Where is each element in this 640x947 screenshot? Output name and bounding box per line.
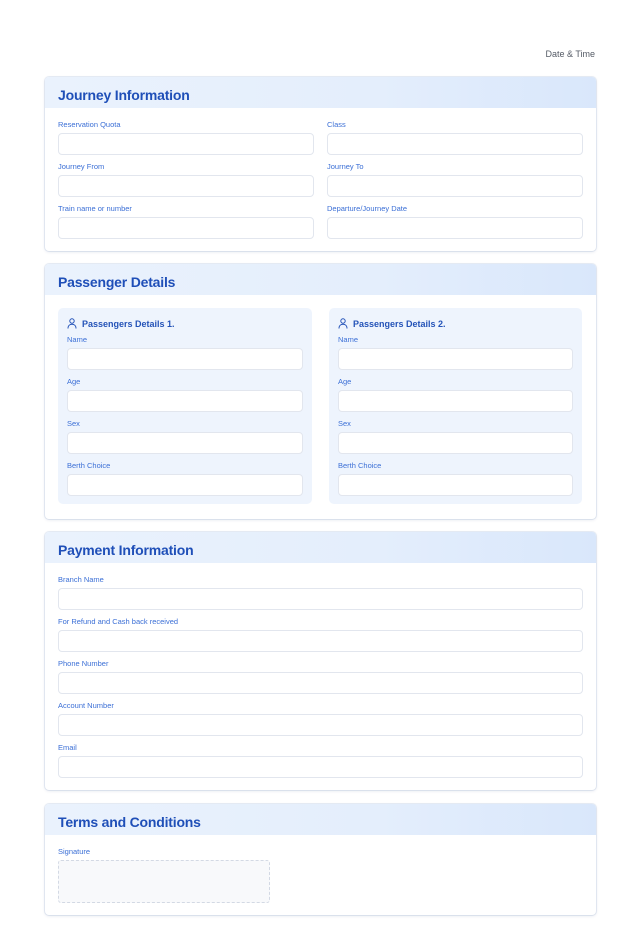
section-title: Payment Information bbox=[58, 542, 194, 558]
field-label: Departure/Journey Date bbox=[327, 204, 408, 213]
section-header bbox=[45, 264, 596, 295]
departure-date-field bbox=[327, 204, 583, 239]
train-name-field bbox=[58, 204, 314, 239]
field-label: Account Number bbox=[58, 701, 114, 710]
terms-section bbox=[45, 804, 596, 915]
section-title: Journey Information bbox=[58, 87, 190, 103]
passenger-group-title: Passengers Details 2. bbox=[353, 318, 446, 329]
email-input[interactable] bbox=[58, 756, 583, 778]
journey-from-input[interactable] bbox=[58, 175, 314, 197]
passenger-1-berth-input[interactable] bbox=[67, 474, 303, 496]
class-field bbox=[327, 120, 583, 155]
section-header bbox=[45, 804, 596, 835]
field-label: Name bbox=[67, 335, 88, 344]
passenger-1-age-input[interactable] bbox=[67, 390, 303, 412]
passenger-2-name-input[interactable] bbox=[338, 348, 573, 370]
field-label: Berth Choice bbox=[67, 461, 111, 470]
account-number-input[interactable] bbox=[58, 714, 583, 736]
branch-name-input[interactable] bbox=[58, 588, 583, 610]
passenger-2-sex-input[interactable] bbox=[338, 432, 573, 454]
section-header bbox=[45, 77, 596, 108]
reservation-quota-input[interactable] bbox=[58, 133, 314, 155]
field-label: Phone Number bbox=[58, 659, 109, 668]
field-label: Branch Name bbox=[58, 575, 104, 584]
field-label: For Refund and Cash back received bbox=[58, 617, 179, 626]
passenger-2-age-input[interactable] bbox=[338, 390, 573, 412]
user-icon bbox=[338, 318, 348, 329]
departure-date-input[interactable] bbox=[327, 217, 583, 239]
passenger-1-group bbox=[58, 308, 312, 504]
field-label: Berth Choice bbox=[338, 461, 382, 470]
reservation-quota-field bbox=[58, 120, 314, 155]
signature-pad[interactable] bbox=[58, 860, 270, 903]
passenger-2-berth-input[interactable] bbox=[338, 474, 573, 496]
field-label: Age bbox=[338, 377, 352, 386]
journey-to-field bbox=[327, 162, 583, 197]
field-label: Age bbox=[67, 377, 81, 386]
train-name-input[interactable] bbox=[58, 217, 314, 239]
passenger-2-group bbox=[329, 308, 582, 504]
phone-number-input[interactable] bbox=[58, 672, 583, 694]
passenger-details-section bbox=[45, 264, 596, 519]
journey-to-input[interactable] bbox=[327, 175, 583, 197]
passenger-1-name-input[interactable] bbox=[67, 348, 303, 370]
field-label: Name bbox=[338, 335, 359, 344]
passenger-1-sex-input[interactable] bbox=[67, 432, 303, 454]
field-label: Class bbox=[327, 120, 346, 129]
field-label: Reservation Quota bbox=[58, 120, 121, 129]
section-header bbox=[45, 532, 596, 563]
field-label: Train name or number bbox=[58, 204, 132, 213]
signature-label: Signature bbox=[58, 847, 91, 856]
field-label: Journey From bbox=[58, 162, 105, 171]
field-label: Email bbox=[58, 743, 77, 752]
section-title: Terms and Conditions bbox=[58, 814, 201, 830]
class-input[interactable] bbox=[327, 133, 583, 155]
field-label: Sex bbox=[67, 419, 80, 428]
journey-from-field bbox=[58, 162, 314, 197]
refund-cashback-input[interactable] bbox=[58, 630, 583, 652]
user-icon bbox=[67, 318, 77, 329]
field-label: Journey To bbox=[327, 162, 364, 171]
section-title: Passenger Details bbox=[58, 274, 176, 290]
payment-information-section bbox=[45, 532, 596, 790]
passenger-group-title: Passengers Details 1. bbox=[82, 318, 175, 329]
field-label: Sex bbox=[338, 419, 351, 428]
date-time-label: Date & Time bbox=[545, 49, 595, 59]
journey-information-section bbox=[45, 77, 596, 251]
